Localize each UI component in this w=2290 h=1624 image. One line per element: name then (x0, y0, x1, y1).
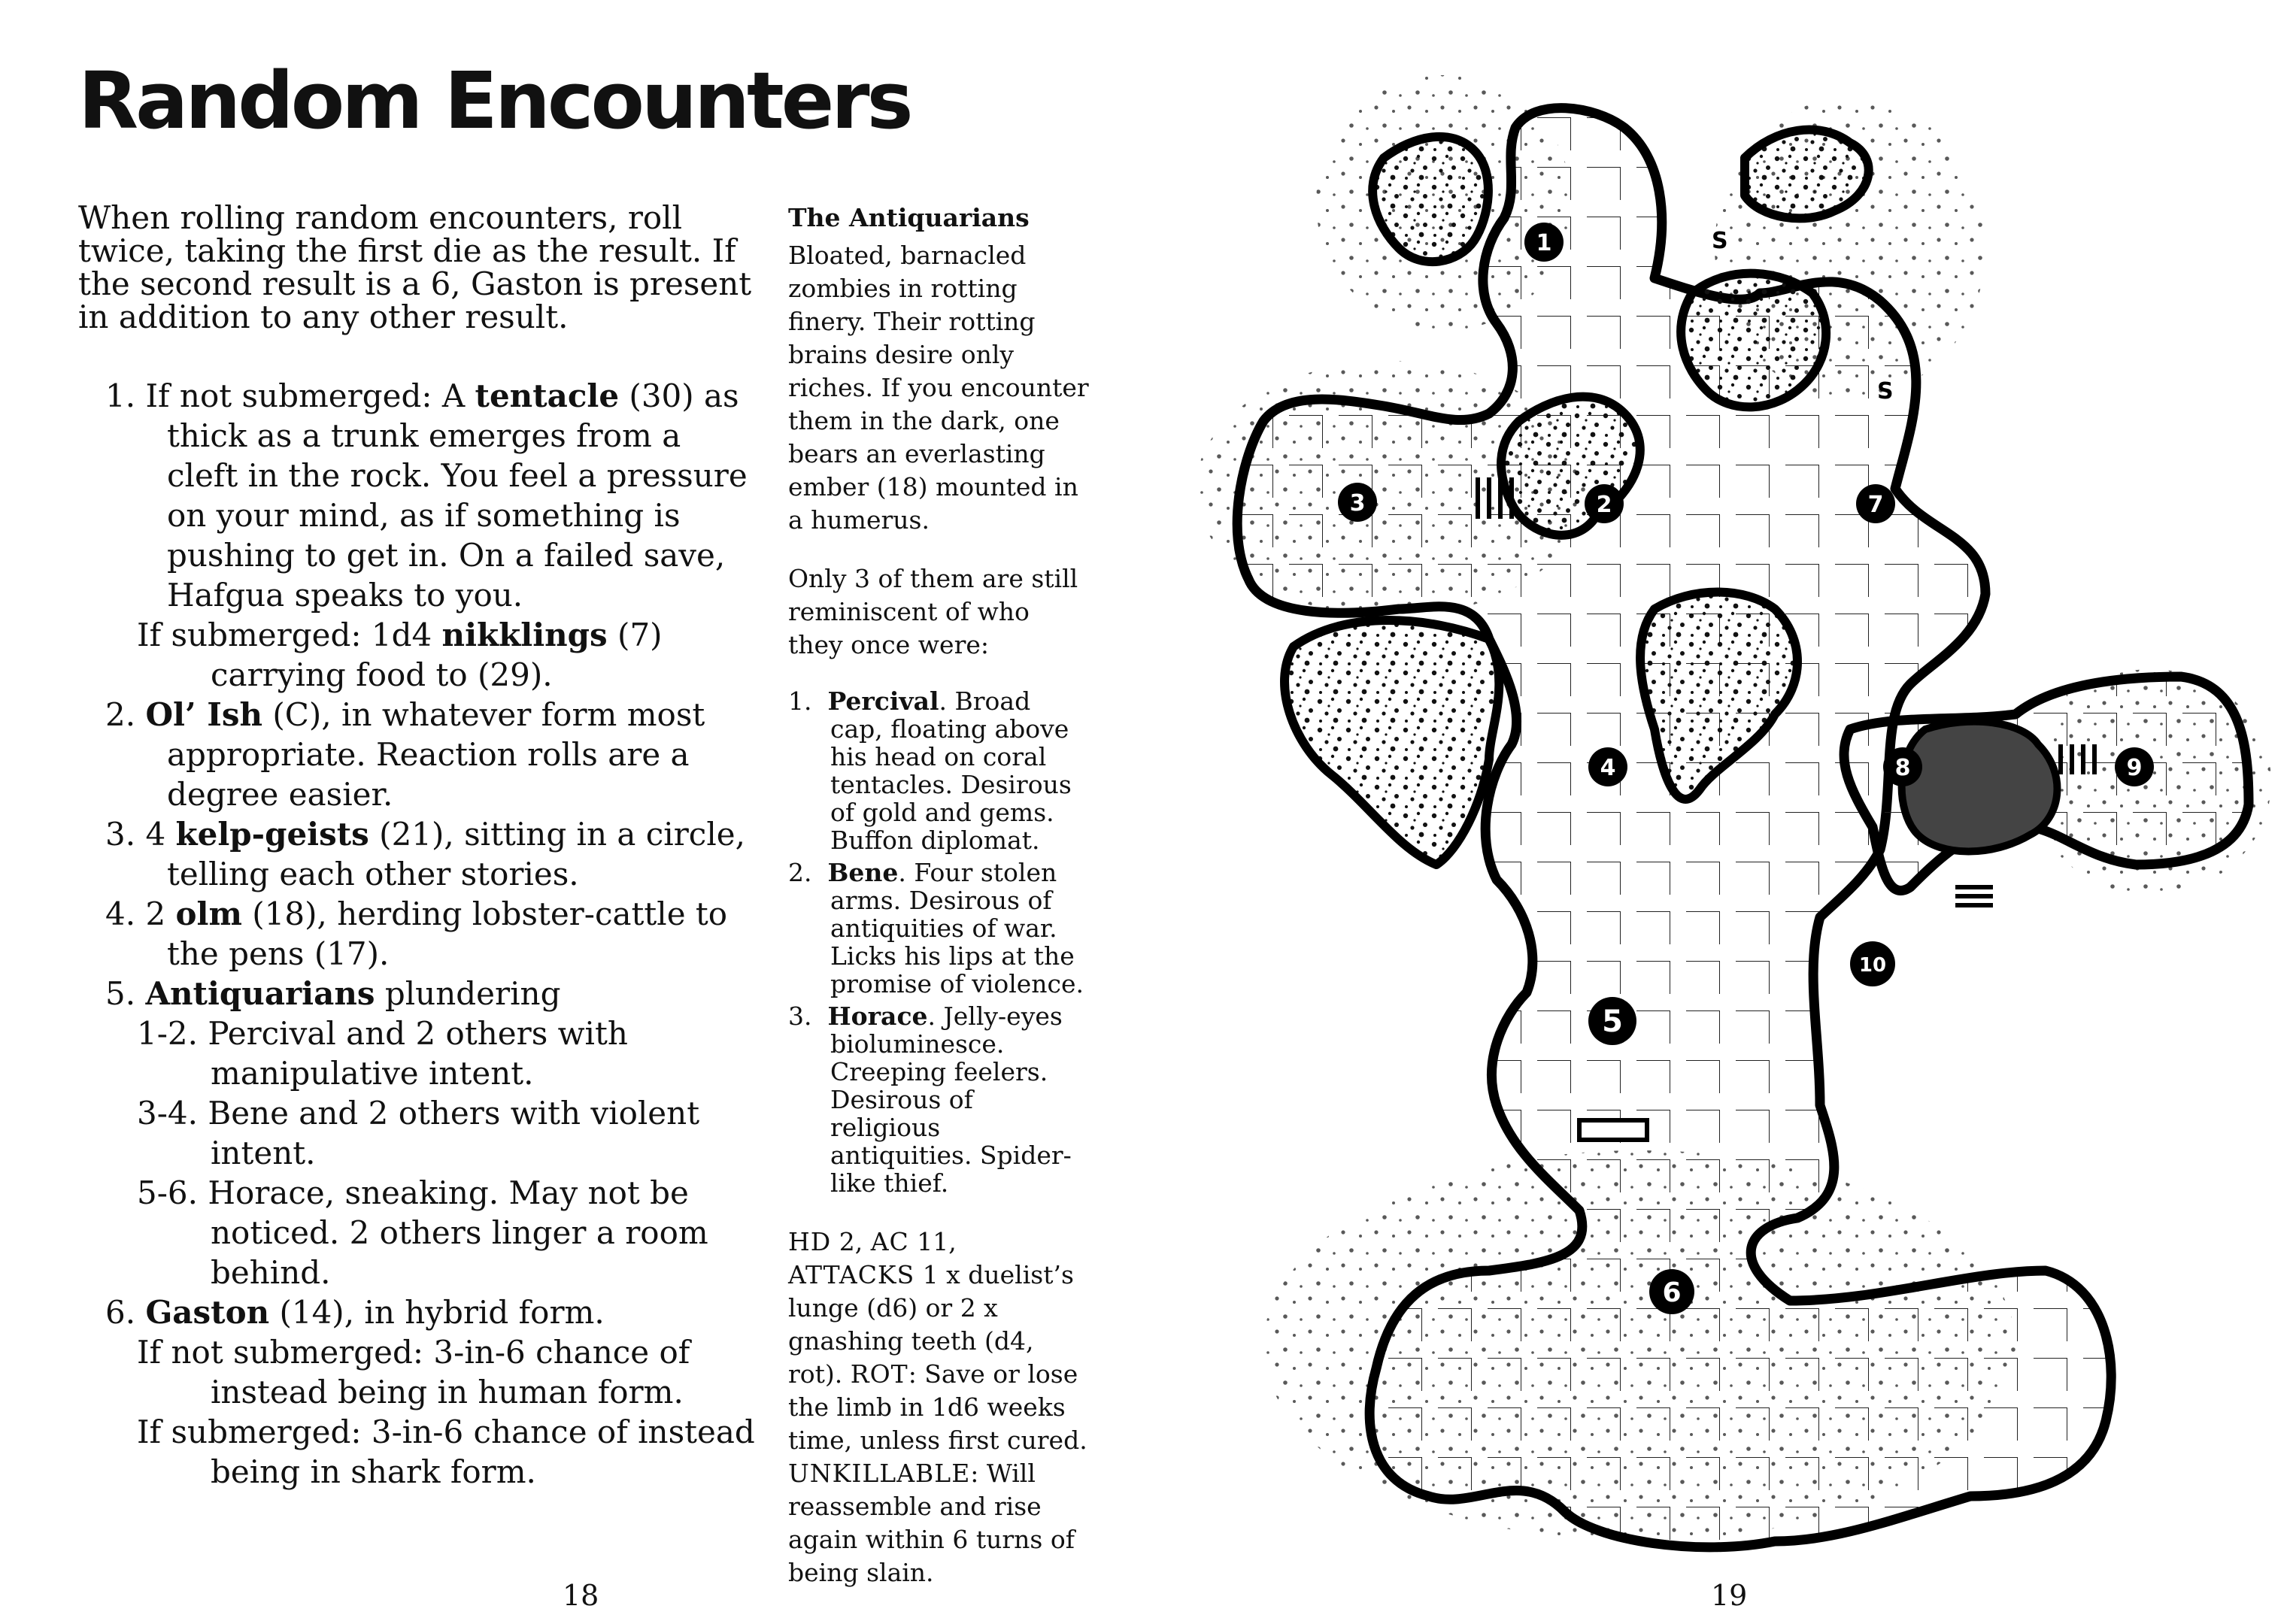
svg-text:9: 9 (2126, 755, 2143, 781)
encounter-item-1-submerged: If submerged: 1d4 nikklings (7) carrying food to (29). (137, 617, 663, 693)
encounter-item-5: 5. Antiquarians plundering (105, 975, 561, 1012)
room-marker-5 (1588, 997, 1636, 1045)
secret-door-marker: S (1712, 228, 1728, 254)
antiquarians-list (788, 687, 1089, 1197)
antiquarians-sidebar (788, 201, 1089, 1589)
antiquarian-item: 3. Horace. Jelly-eyes bioluminesce. Creeping feelers. Desirous of religious antiquities. Spider-like thief. (788, 1001, 1072, 1198)
antiquarians-heading: The Antiquarians (788, 203, 1030, 232)
svg-text:3: 3 (1349, 490, 1366, 517)
room-marker-4 (1588, 747, 1627, 786)
creature-name: tentacle (475, 377, 620, 414)
antiquarians-intro: Only 3 of them are still reminiscent of who they once were: (788, 564, 1078, 659)
page-number-left: 18 (563, 1579, 599, 1612)
encounter-item-6-submerged: If submerged: 3-in-6 chance of instead being in shark form. (137, 1413, 755, 1490)
dungeon-map (1173, 68, 2271, 1601)
page-number-right: 19 (1711, 1579, 1748, 1612)
antiquarian-item: 2. Bene. Four stolen arms. Desirous of antiquities of war. Licks his lips at the promise of violence. (788, 858, 1084, 998)
svg-text:2: 2 (1596, 492, 1612, 518)
svg-text:6: 6 (1662, 1277, 1682, 1308)
antiquarians-stat-block: HD 2, AC 11, ATTACKS 1 x duelist’s lunge (d6) or 2 x gnashing teeth (d4, rot). ROT: Save or lose the limb in 1d6 weeks time, unless first cured. UNKILLABLE: Will reassemble and rise again within 6 turns of being slain. (788, 1227, 1087, 1587)
room-marker-10 (1850, 941, 1895, 986)
room-marker-2 (1585, 484, 1624, 523)
svg-text:10: 10 (1858, 954, 1887, 977)
page-title: Random Encounters (78, 55, 911, 147)
svg-text:1: 1 (1536, 230, 1552, 256)
secret-door-marker: S (1877, 378, 1894, 404)
intro-paragraph: When rolling random encounters, roll twice, taking the first die as the result. If the second result is a 6, Gaston is present in addition to any other result. (78, 199, 752, 335)
svg-text:7: 7 (1867, 492, 1884, 518)
svg-text:8: 8 (1894, 755, 1911, 781)
room-marker-3 (1338, 483, 1377, 522)
door (1579, 1120, 1647, 1140)
antiquarians-description: Bloated, barnacled zombies in rotting finery. Their rotting brains desire only riches. If you encounter them in the dark, one bears an everlasting ember (18) mounted in a humerus. (788, 241, 1089, 535)
room-marker-7 (1856, 484, 1895, 523)
creature-name: Antiquarians (145, 975, 375, 1012)
encounter-item-5-roll-1-2: 1-2. Percival and 2 others with manipulative intent. (137, 1015, 628, 1092)
creature-name: Ol’ Ish (145, 696, 263, 733)
svg-text:5: 5 (1602, 1004, 1623, 1039)
encounter-list (105, 376, 760, 1492)
antiquarian-item: 1. Percival. Broad cap, floating above his head on coral tentacles. Desirous of gold and gems. Buffon diplomat. (788, 686, 1072, 855)
room-marker-8 (1883, 747, 1922, 786)
encounter-item-5-roll-3-4: 3-4. Bene and 2 others with violent intent. (137, 1095, 700, 1171)
encounter-item-6: 6. Gaston (14), in hybrid form. (105, 1294, 605, 1331)
encounter-item-5-roll-5-6: 5-6. Horace, sneaking. May not be noticed. 2 others linger a room behind. (137, 1174, 708, 1291)
room-marker-9 (2115, 747, 2154, 786)
encounter-item-4: 4. 2 olm (18), herding lobster-cattle to the pens (17). (105, 895, 728, 972)
creature-name: Gaston (145, 1294, 270, 1331)
room-marker-6 (1649, 1269, 1694, 1314)
encounter-item-2: 2. Ol’ Ish (C), in whatever form most appropriate. Reaction rolls are a degree easier. (105, 696, 705, 813)
room-marker-1 (1524, 223, 1564, 262)
creature-name: nikklings (441, 617, 608, 653)
creature-name: kelp-geists (175, 816, 369, 853)
creature-name: olm (175, 895, 242, 932)
svg-text:4: 4 (1600, 755, 1616, 781)
room-8-pool (1902, 722, 2058, 852)
encounter-item-6-not-submerged: If not submerged: 3-in-6 chance of instead being in human form. (137, 1334, 690, 1410)
encounter-item-3: 3. 4 kelp-geists (21), sitting in a circle, telling each other stories. (105, 816, 745, 892)
encounter-item-1: 1. If not submerged: A tentacle (30) as thick as a trunk emerges from a cleft in the rock. You feel a pressure on your mind, as if something is pushing to get in. On a failed save, Hafgua speaks to you. (105, 377, 748, 614)
